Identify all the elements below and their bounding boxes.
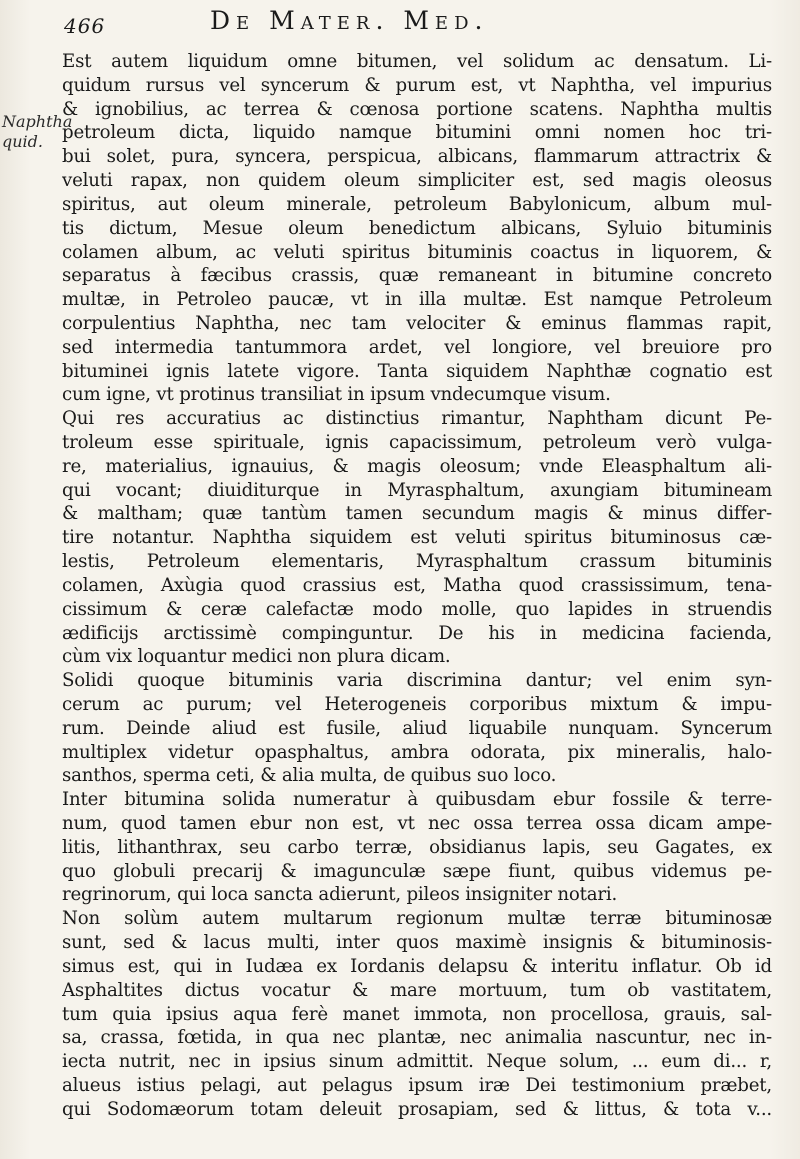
text-line: Non solùm autem multarum regionum multæ terræ bituminosæ xyxy=(62,908,772,930)
text-line: colamen, Axùgia quod crassius est, Matha quod crassissimum, tena- xyxy=(62,574,772,596)
text-line: regrinorum, qui loca sancta adierunt, pileos insigniter notari. xyxy=(62,884,618,906)
text-line: cum igne, vt protinus transiliat in ipsum vndecumque visum. xyxy=(62,384,611,406)
text-line: troleum esse spirituale, ignis capacissimum, petroleum verò vulga- xyxy=(62,432,772,453)
text-line: Est autem liquidum omne bitumen, vel solidum ac densatum. Li- xyxy=(62,51,772,72)
text-line: tum quia ipsius aqua ferè manet immota, non procellosa, grauis, sal- xyxy=(62,1003,772,1025)
margin-note xyxy=(2,112,73,152)
text-line: Asphaltites dictus vocatur & mare mortuum, tum ob vastitatem, xyxy=(62,979,772,1001)
text-line: colamen album, ac veluti spiritus bituminis coactus in liquorem, & xyxy=(62,241,772,263)
running-title: De Mater. Med. xyxy=(210,6,489,35)
text-line: cissimum & ceræ calefactæ modo molle, quo lapides in struendis xyxy=(62,598,772,620)
text-line: litis, lithanthrax, seu carbo terræ, obsidianus lapis, seu Gagates, ex xyxy=(62,836,772,858)
text-line: cerum ac purum; vel Heterogeneis corporibus mixtum & impu- xyxy=(62,693,772,715)
text-line: cùm vix loquantur medici non plura dicam. xyxy=(62,646,451,668)
text-line: & maltham; quæ tantùm tamen secundum magis & minus differ- xyxy=(62,503,772,525)
text-line: iecta nutrit, nec in ipsius sinum admittit. Neque solum, ... eum di... r, xyxy=(62,1051,772,1073)
text-line: separatus à fæcibus crassis, quæ remaneant in bitumine concreto xyxy=(62,265,772,287)
page-header xyxy=(0,0,800,46)
text-line: quo globuli precarij & imagunculæ sæpe fiunt, quibus videmus pe- xyxy=(62,860,772,882)
text-line: rum. Deinde aliud est fusile, aliud liquabile nunquam. Syncerum xyxy=(62,717,772,739)
text-line: sed intermedia tantummora ardet, vel longiore, vel breuiore pro xyxy=(62,336,772,358)
text-line: Qui res accuratius ac distinctius rimantur, Naphtham dicunt Pe- xyxy=(62,408,772,430)
text-line: ædificijs arctissimè compinguntur. De his in medicina facienda, xyxy=(62,622,772,644)
text-line: qui vocant; diuiditurque in Myrasphaltum, axungiam bitumineam xyxy=(62,479,772,501)
text-line: multæ, in Petroleo paucæ, vt in illa multæ. Est namque Petroleum xyxy=(62,289,772,311)
text-line: re, materialius, ignauius, & magis oleosum; vnde Eleasphaltum ali- xyxy=(62,455,772,477)
text-line: corpulentius Naphtha, nec tam velociter & eminus flammas rapit, xyxy=(62,312,772,334)
margin-note-line: Naphtha xyxy=(2,112,73,131)
text-line: bui solet, pura, syncera, perspicua, albicans, flammarum attractrix & xyxy=(62,146,772,168)
text-line: petroleum dicta, liquido namque bitumini omni nomen hoc tri- xyxy=(62,122,772,144)
text-line: bituminei ignis latete vigore. Tanta siquidem Naphthæ cognatio est xyxy=(62,360,772,382)
text-line: veluti rapax, non quidem oleum simpliciter est, sed magis oleosus xyxy=(62,170,772,192)
text-line: alueus istius pelagi, aut pelagus ipsum iræ Dei testimonium præbet, xyxy=(62,1074,772,1096)
text-line: tire notantur. Naphtha siquidem est veluti spiritus bituminosus cæ- xyxy=(62,527,772,549)
text-line: simus est, qui in Iudæa ex Iordanis delapsu & interitu inflatur. Ob id xyxy=(62,955,772,977)
text-line: sa, crassa, fœtida, in qua nec plantæ, nec animalia nascuntur, nec in- xyxy=(62,1027,772,1049)
text-line: Solidi quoque bituminis varia discrimina dantur; vel enim syn- xyxy=(62,670,772,692)
text-line: tis dictum, Mesue oleum benedictum albicans, Syluio bituminis xyxy=(62,217,772,239)
text-line: santhos, sperma ceti, & alia multa, de quibus suo loco. xyxy=(62,765,557,787)
text-line: sunt, sed & lacus multi, inter quos maximè insignis & bituminosis- xyxy=(62,932,772,954)
text-line: quidum rursus vel syncerum & purum est, vt Naphtha, vel impurius xyxy=(62,74,772,96)
text-line: num, quod tamen ebur non est, vt nec ossa terrea ossa dicam ampe- xyxy=(62,813,772,834)
text-line: spiritus, aut oleum minerale, petroleum Babylonicum, album mul- xyxy=(62,193,772,215)
body-text xyxy=(62,50,772,1122)
text-line: qui Sodomæorum totam deleuit prosapiam, sed & littus, & tota v... xyxy=(62,1098,772,1120)
text-line: & ignobilius, ac terrea & cœnosa portione scatens. Naphtha multis xyxy=(62,98,772,120)
text-line: multiplex videtur opasphaltus, ambra odorata, pix mineralis, halo- xyxy=(62,741,772,763)
margin-note-line: quid. xyxy=(2,132,43,151)
page-number: 466 xyxy=(64,14,106,38)
text-line: Inter bitumina solida numeratur à quibusdam ebur fossile & terre- xyxy=(62,789,772,811)
text-line: lestis, Petroleum elementaris, Myrasphaltum crassum bituminis xyxy=(62,551,772,573)
